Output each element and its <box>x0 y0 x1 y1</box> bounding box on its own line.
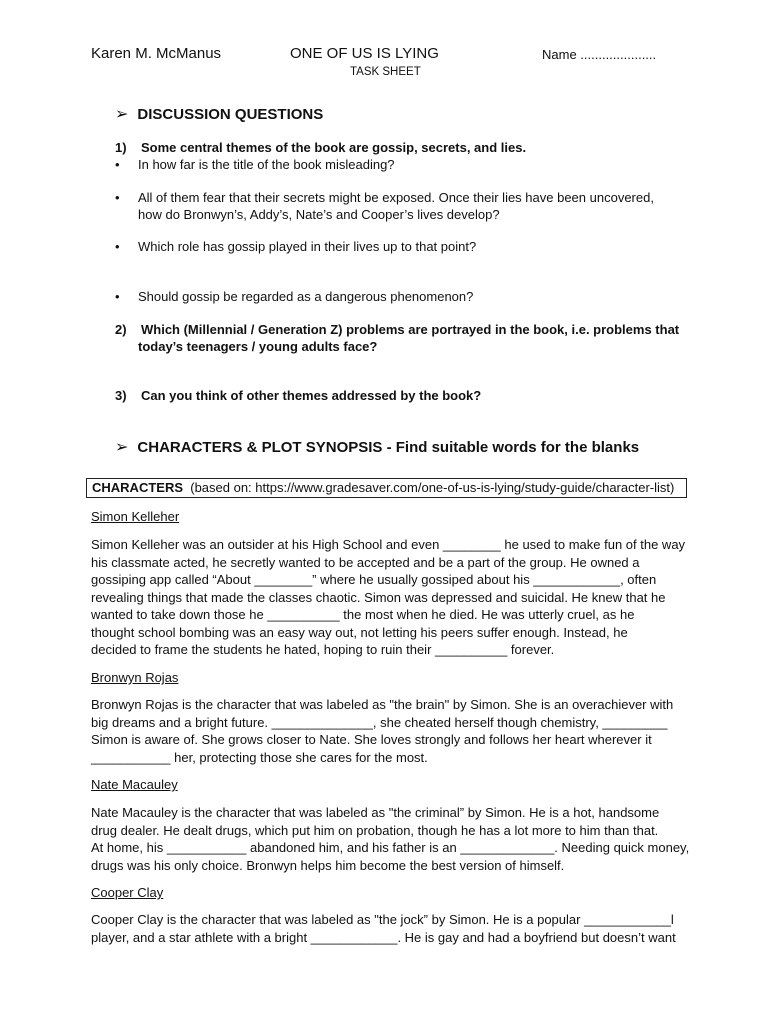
discussion-heading <box>115 104 323 124</box>
character-paragraph-bronwyn <box>91 696 681 766</box>
question-text: Can you think of other themes addressed by the book? <box>141 388 482 403</box>
characters-plot-heading <box>115 437 639 457</box>
characters-plot-heading-text: CHARACTERS & PLOT SYNOPSIS - Find suitable words for the blanks <box>137 439 640 456</box>
paragraph-line: drugs was his only choice. Bronwyn helps him become the best version of himself. <box>91 857 565 873</box>
bullet-text: All of them fear that their secrets might be exposed. Once their lies have been uncovered, <box>138 190 654 205</box>
question-text: Some central themes of the book are gossip, secrets, and lies. <box>141 140 527 155</box>
character-heading-cooper: Cooper Clay <box>91 885 164 900</box>
paragraph-line: revealing things that made the classes chaotic. Simon was depressed and suicidal. He knew that he <box>91 589 666 605</box>
bullet-icon: • <box>115 190 120 205</box>
question-text-continued: today’s teenagers / young adults face? <box>138 339 378 354</box>
character-heading-nate: Nate Macauley <box>91 777 178 792</box>
character-paragraph-simon <box>91 536 686 659</box>
discussion-heading-text: DISCUSSION QUESTIONS <box>137 106 324 123</box>
book-title: ONE OF US IS LYING <box>290 45 439 62</box>
arrow-bullet-icon: ➢ <box>115 439 129 456</box>
bullet-text: Should gossip be regarded as a dangerous phenomenon? <box>138 289 474 304</box>
character-heading-simon: Simon Kelleher <box>91 509 180 524</box>
paragraph-line: Simon is aware of. She grows closer to Nate. She loves strongly and follows her heart wherever it <box>91 732 652 747</box>
question-3 <box>115 388 481 403</box>
paragraph-line: Bronwyn Rojas is the character that was labeled as "the brain" by Simon. She is an overachiever with <box>91 697 674 712</box>
paragraph-line: gossiping app called “About ________” where he usually gossiped about his ____________, often <box>91 572 657 587</box>
paragraph-line: player, and a star athlete with a bright ____________. He is gay and had a boyfriend but doesn’t want <box>91 929 676 945</box>
paragraph-line: At home, his ___________ abandoned him, and his father is an _____________. Needing quick money, <box>91 840 690 855</box>
characters-source: (based on: https://www.gradesaver.com/one-of-us-is-lying/study-guide/character-list) <box>190 480 675 495</box>
paragraph-line: Simon Kelleher was an outsider at his High School and even ________ he used to make fun of the way <box>91 537 686 552</box>
character-heading-bronwyn: Bronwyn Rojas <box>91 670 179 685</box>
question-1 <box>115 140 526 155</box>
question-number: 2) <box>115 322 127 337</box>
task-sheet-label: TASK SHEET <box>350 66 421 78</box>
bullet-item <box>115 157 395 172</box>
author-name: Karen M. McManus <box>91 45 222 62</box>
bullet-item <box>115 190 654 205</box>
character-paragraph-cooper <box>91 911 681 946</box>
bullet-text: In how far is the title of the book misleading? <box>138 157 395 172</box>
characters-label: CHARACTERS <box>92 480 183 495</box>
bullet-icon: • <box>115 239 120 254</box>
bullet-icon: • <box>115 289 120 304</box>
paragraph-line: thought school bombing was an easy way out, not letting his peers suffer enough. Instead, he <box>91 624 628 640</box>
paragraph-line: big dreams and a bright future. ______________, she cheated herself though chemistry, _________ <box>91 714 668 730</box>
bullet-item <box>115 289 473 304</box>
characters-source-box <box>86 478 687 498</box>
arrow-bullet-icon: ➢ <box>115 106 129 123</box>
bullet-icon: • <box>115 157 120 172</box>
name-field[interactable]: Name ..................... <box>542 47 657 62</box>
bullet-text-continued: how do Bronwyn’s, Addy’s, Nate’s and Cooper’s lives develop? <box>138 207 500 222</box>
paragraph-line: his classmate acted, he secretly wanted to be accepted and be a part of the group. He owned a <box>91 554 640 570</box>
bullet-item <box>115 239 476 254</box>
question-text: Which (Millennial / Generation Z) problems are portrayed in the book, i.e. problems that <box>141 322 680 337</box>
question-number: 1) <box>115 140 127 155</box>
paragraph-line: decided to frame the students he hated, hoping to ruin their __________ forever. <box>91 642 555 657</box>
question-number: 3) <box>115 388 127 403</box>
paragraph-line: ___________ her, protecting those she cares for the most. <box>91 749 428 765</box>
paragraph-line: Cooper Clay is the character that was labeled as "the jock” by Simon. He is a popular ____________l <box>91 912 674 927</box>
paragraph-line: drug dealer. He dealt drugs, which put him on probation, though he has a lot more to him than that. <box>91 822 659 838</box>
bullet-text: Which role has gossip played in their lives up to that point? <box>138 239 477 254</box>
paragraph-line: Nate Macauley is the character that was labeled as "the criminal” by Simon. He is a hot, handsome <box>91 805 660 820</box>
question-2 <box>115 322 679 337</box>
paragraph-line: wanted to take down those he __________ the most when he died. He was utterly cruel, as he <box>91 607 635 622</box>
character-paragraph-nate <box>91 804 690 874</box>
